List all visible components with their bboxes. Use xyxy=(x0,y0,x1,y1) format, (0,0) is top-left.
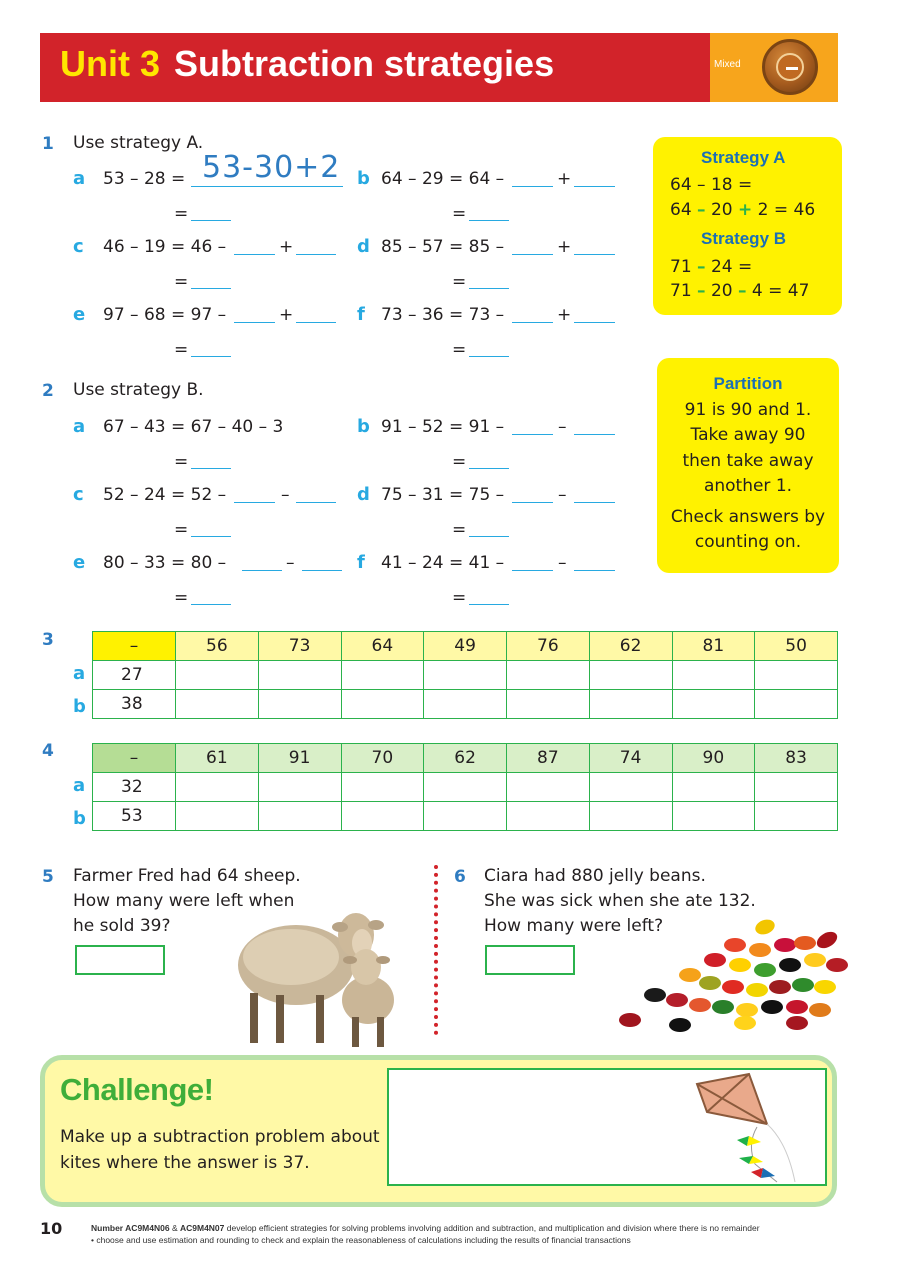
q1b-equals: = xyxy=(452,204,467,224)
q1e-blank-2[interactable] xyxy=(296,322,336,323)
q4-header-cell: 62 xyxy=(424,744,507,773)
q1b-blank-1[interactable] xyxy=(512,186,553,187)
q4-answer-cell[interactable] xyxy=(672,802,755,831)
q2b-answer-blank[interactable] xyxy=(469,468,509,469)
q1e-answer-blank[interactable] xyxy=(191,356,231,357)
q2d-blank-2[interactable] xyxy=(574,502,615,503)
question-1-number: 1 xyxy=(42,134,54,154)
q1b-answer-blank[interactable] xyxy=(469,220,509,221)
q1d-blank-2[interactable] xyxy=(574,254,615,255)
q4-answer-cell[interactable] xyxy=(507,773,590,802)
q1d-answer-blank[interactable] xyxy=(469,288,509,289)
q1a-handwritten-answer: 53-30+2 xyxy=(202,150,341,185)
q2c-blank-2[interactable] xyxy=(296,502,336,503)
q3a-letter: a xyxy=(73,663,86,684)
q3-header-cell: 76 xyxy=(507,632,590,661)
q2b-equals: = xyxy=(452,452,467,472)
q3-answer-cell[interactable] xyxy=(258,690,341,719)
q3-header-cell: 49 xyxy=(424,632,507,661)
q2a-letter: a xyxy=(73,416,86,437)
q4-header-cell: 91 xyxy=(258,744,341,773)
q4-row-value: 53 xyxy=(93,802,176,831)
q2b-blank-1[interactable] xyxy=(512,434,553,435)
q1a-equals: = xyxy=(174,204,189,224)
q3-header-cell: 81 xyxy=(672,632,755,661)
question-2-instruction: Use strategy B. xyxy=(73,380,204,400)
strategy-box xyxy=(653,137,842,315)
footer-line-1: Number AC9M4N06 & AC9M4N07 develop efficient strategies for solving problems involving addition and subtraction, and multiplication and division where there is no remainder xyxy=(91,1223,760,1233)
q4b-letter: b xyxy=(73,808,86,829)
difficulty-badge xyxy=(710,33,838,102)
question-5-number: 5 xyxy=(42,867,54,887)
q1e-letter: e xyxy=(73,304,86,325)
jelly-beans-image xyxy=(615,915,855,1040)
partition-line-1: 91 is 90 and 1. xyxy=(684,400,812,420)
q2c-answer-blank[interactable] xyxy=(191,536,231,537)
q3-answer-cell[interactable] xyxy=(424,690,507,719)
partition-line-3: then take away xyxy=(682,451,814,471)
q4-answer-cell[interactable] xyxy=(672,773,755,802)
q4-answer-cell[interactable] xyxy=(589,802,672,831)
q2d-letter: d xyxy=(357,484,370,505)
q4-operator-cell: – xyxy=(93,744,176,773)
q3-header-row xyxy=(93,632,838,661)
q4-row-b xyxy=(93,802,838,831)
q1e-blank-1[interactable] xyxy=(234,322,275,323)
challenge-panel xyxy=(40,1055,837,1207)
q3-header-cell: 64 xyxy=(341,632,424,661)
q1b-blank-2[interactable] xyxy=(574,186,615,187)
partition-box xyxy=(657,358,839,573)
q1b-expression: 64 – 29 = 64 – xyxy=(381,169,505,189)
q3-answer-cell[interactable] xyxy=(258,661,341,690)
q3-subtraction-grid xyxy=(92,631,838,719)
q1c-equals: = xyxy=(174,272,189,292)
q3-answer-cell[interactable] xyxy=(755,690,838,719)
q3-header-cell: 62 xyxy=(589,632,672,661)
q4-answer-cell[interactable] xyxy=(755,773,838,802)
q2b-expression: 91 – 52 = 91 – xyxy=(381,417,505,437)
q1d-equals: = xyxy=(452,272,467,292)
q3-answer-cell[interactable] xyxy=(424,661,507,690)
q4-answer-cell[interactable] xyxy=(341,802,424,831)
strategy-a-line-1: 64 – 18 = xyxy=(670,175,753,195)
q1d-blank-1[interactable] xyxy=(512,254,553,255)
q4-answer-cell[interactable] xyxy=(258,802,341,831)
page-number: 10 xyxy=(40,1219,63,1238)
q1e-plus: + xyxy=(279,305,294,325)
strategy-b-title: Strategy B xyxy=(701,229,787,248)
q2c-expression: 52 – 24 = 52 – xyxy=(103,485,227,505)
challenge-text: Make up a subtraction problem about kites where the answer is 37. xyxy=(60,1127,380,1173)
challenge-answer-box[interactable] xyxy=(387,1068,827,1186)
q2f-answer-blank[interactable] xyxy=(469,604,509,605)
q4-answer-cell[interactable] xyxy=(176,773,259,802)
strategy-a-line-2: 64 – 20 + 2 = 46 xyxy=(670,200,816,220)
q1f-expression: 73 – 36 = 73 – xyxy=(381,305,505,325)
q2f-minus: – xyxy=(558,553,567,573)
question-2-number: 2 xyxy=(42,381,54,401)
q1e-expression: 97 – 68 = 97 – xyxy=(103,305,227,325)
kite-icon xyxy=(677,1072,825,1184)
q2f-letter: f xyxy=(357,552,365,573)
q3-row-a xyxy=(93,661,838,690)
question-1-instruction: Use strategy A. xyxy=(73,133,204,153)
q1d-letter: d xyxy=(357,236,370,257)
subtraction-medal-icon xyxy=(762,39,818,95)
q1f-plus: + xyxy=(557,305,572,325)
q4-answer-cell[interactable] xyxy=(258,773,341,802)
q4-header-row xyxy=(93,744,838,773)
section-divider xyxy=(434,865,438,1035)
q2e-expression: 80 – 33 = 80 – xyxy=(103,553,227,573)
q2b-minus: – xyxy=(558,417,567,437)
q6-line-1: Ciara had 880 jelly beans. xyxy=(484,866,706,886)
q2a-answer-blank[interactable] xyxy=(191,468,231,469)
q4a-letter: a xyxy=(73,775,86,796)
footer-line-2: • choose and use estimation and rounding to check and explain the reasonableness of calculations including the results of financial transactions xyxy=(91,1235,631,1245)
q3-answer-cell[interactable] xyxy=(507,690,590,719)
q5-line-1: Farmer Fred had 64 sheep. xyxy=(73,866,301,886)
q1a-letter: a xyxy=(73,168,86,189)
q6-answer-box[interactable] xyxy=(485,945,575,975)
q1a-answer-blank[interactable] xyxy=(191,220,231,221)
q2f-expression: 41 – 24 = 41 – xyxy=(381,553,505,573)
q4-answer-cell[interactable] xyxy=(424,773,507,802)
q2e-blank-2[interactable] xyxy=(302,570,342,571)
q4-answer-cell[interactable] xyxy=(176,802,259,831)
partition-line-4: another 1. xyxy=(703,476,793,496)
q5-line-2: How many were left when xyxy=(73,891,295,911)
q2a-expression: 67 – 43 = 67 – 40 – 3 xyxy=(103,417,284,437)
question-6-number: 6 xyxy=(454,867,466,887)
q1c-answer-blank[interactable] xyxy=(191,288,231,289)
q3-answer-cell[interactable] xyxy=(341,690,424,719)
page-title: Subtraction strategies xyxy=(174,43,555,84)
q4-answer-cell[interactable] xyxy=(755,802,838,831)
q5-answer-box[interactable] xyxy=(75,945,165,975)
badge-label: Mixed xyxy=(714,59,741,70)
q2d-answer-blank[interactable] xyxy=(469,536,509,537)
q2c-letter: c xyxy=(73,484,84,505)
q4-row-a xyxy=(93,773,838,802)
q4-subtraction-grid xyxy=(92,743,838,831)
unit-header xyxy=(40,33,838,102)
q4-header-cell: 83 xyxy=(755,744,838,773)
strategy-b-line-2: 71 – 20 – 4 = 47 xyxy=(670,281,810,301)
q2e-minus: – xyxy=(286,553,295,573)
q4-header-cell: 70 xyxy=(341,744,424,773)
q1f-equals: = xyxy=(452,340,467,360)
q2e-answer-blank[interactable] xyxy=(191,604,231,605)
q4-header-cell: 61 xyxy=(176,744,259,773)
q3-row-value: 27 xyxy=(93,661,176,690)
q2d-equals: = xyxy=(452,520,467,540)
partition-check-line-1: Check answers by xyxy=(670,507,826,527)
question-3-number: 3 xyxy=(42,630,54,650)
q2e-letter: e xyxy=(73,552,86,573)
q2f-blank-2[interactable] xyxy=(574,570,615,571)
q6-line-3: How many were left? xyxy=(484,916,664,936)
q3-answer-cell[interactable] xyxy=(589,690,672,719)
challenge-title: Challenge! xyxy=(60,1072,214,1107)
q1c-letter: c xyxy=(73,236,84,257)
q2e-blank-1[interactable] xyxy=(242,570,282,571)
q1f-letter: f xyxy=(357,304,365,325)
q3-answer-cell[interactable] xyxy=(176,690,259,719)
q1c-blank-1[interactable] xyxy=(234,254,275,255)
q3-answer-cell[interactable] xyxy=(176,661,259,690)
q4-answer-cell[interactable] xyxy=(589,773,672,802)
question-4-number: 4 xyxy=(42,741,54,761)
q1c-expression: 46 – 19 = 46 – xyxy=(103,237,227,257)
q1f-blank-1[interactable] xyxy=(512,322,553,323)
q2b-blank-2[interactable] xyxy=(574,434,615,435)
q4-header-cell: 87 xyxy=(507,744,590,773)
q6-line-2: She was sick when she ate 132. xyxy=(484,891,756,911)
q2c-minus: – xyxy=(281,485,290,505)
partition-check-line-2: counting on. xyxy=(694,532,802,552)
q3b-letter: b xyxy=(73,696,86,717)
q3-answer-cell[interactable] xyxy=(755,661,838,690)
q1d-expression: 85 – 57 = 85 – xyxy=(381,237,505,257)
q2e-equals: = xyxy=(174,588,189,608)
q3-answer-cell[interactable] xyxy=(672,690,755,719)
partition-title: Partition xyxy=(713,374,783,393)
q2c-equals: = xyxy=(174,520,189,540)
q1e-equals: = xyxy=(174,340,189,360)
q2b-letter: b xyxy=(357,416,370,437)
q3-header-cell: 73 xyxy=(258,632,341,661)
q5-line-3: he sold 39? xyxy=(73,916,171,936)
q1a-blank-1[interactable] xyxy=(191,186,343,187)
q4-header-cell: 90 xyxy=(672,744,755,773)
q1f-answer-blank[interactable] xyxy=(469,356,509,357)
q3-header-cell: 50 xyxy=(755,632,838,661)
q2f-equals: = xyxy=(452,588,467,608)
q2f-blank-1[interactable] xyxy=(512,570,553,571)
q2c-blank-1[interactable] xyxy=(234,502,275,503)
q1f-blank-2[interactable] xyxy=(574,322,615,323)
q1c-blank-2[interactable] xyxy=(296,254,336,255)
q1d-plus: + xyxy=(557,237,572,257)
partition-line-2: Take away 90 xyxy=(690,425,806,445)
q1c-plus: + xyxy=(279,237,294,257)
q3-answer-cell[interactable] xyxy=(672,661,755,690)
q2a-equals: = xyxy=(174,452,189,472)
q4-answer-cell[interactable] xyxy=(507,802,590,831)
q2d-minus: – xyxy=(558,485,567,505)
q3-answer-cell[interactable] xyxy=(589,661,672,690)
strategy-b-line-1: 71 – 24 = xyxy=(670,257,753,277)
curriculum-footer xyxy=(91,1222,791,1246)
q4-answer-cell[interactable] xyxy=(341,773,424,802)
q3-answer-cell[interactable] xyxy=(507,661,590,690)
sheep-image xyxy=(236,905,406,1050)
q3-row-value: 38 xyxy=(93,690,176,719)
q1a-expression: 53 – 28 = xyxy=(103,169,186,189)
q4-row-value: 32 xyxy=(93,773,176,802)
unit-number: Unit 3 xyxy=(60,43,161,84)
q2d-expression: 75 – 31 = 75 – xyxy=(381,485,505,505)
q1b-letter: b xyxy=(357,168,370,189)
q3-row-b xyxy=(93,690,838,719)
q1b-plus: + xyxy=(557,169,572,189)
strategy-a-title: Strategy A xyxy=(701,148,786,167)
q3-operator-cell: – xyxy=(93,632,176,661)
q4-header-cell: 74 xyxy=(589,744,672,773)
q3-header-cell: 56 xyxy=(176,632,259,661)
q2d-blank-1[interactable] xyxy=(512,502,553,503)
q4-answer-cell[interactable] xyxy=(424,802,507,831)
q3-answer-cell[interactable] xyxy=(341,661,424,690)
